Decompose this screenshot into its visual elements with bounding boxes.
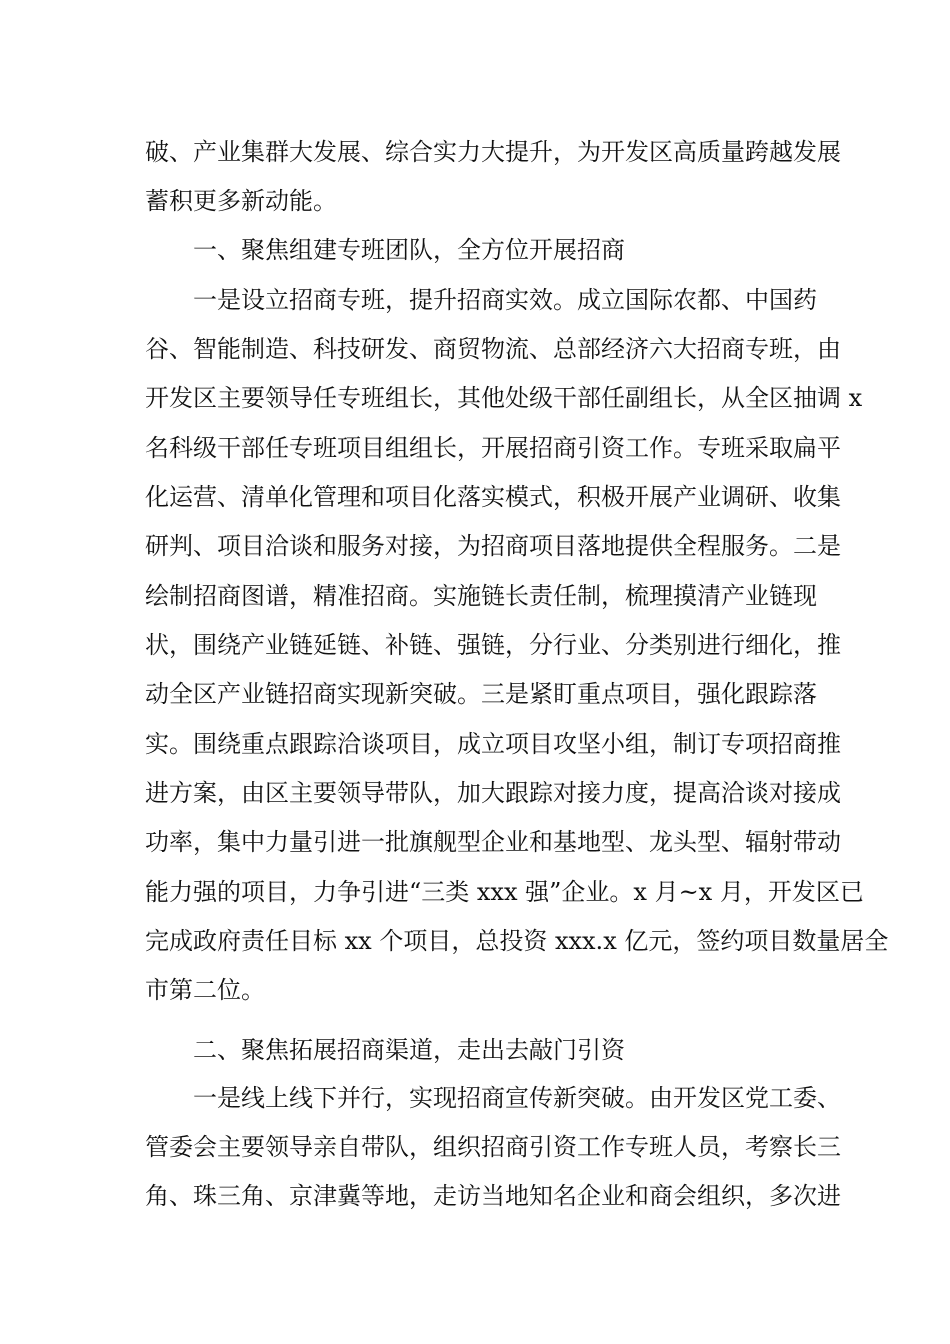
body-text-line: 研判、项目洽谈和服务对接，为招商项目落地提供全程服务。二是	[145, 532, 841, 560]
body-text-line: 实。围绕重点跟踪洽谈项目，成立项目攻坚小组，制订专项招商推	[145, 730, 841, 758]
body-text-line: 动全区产业链招商实现新突破。三是紧盯重点项目，强化跟踪落	[145, 680, 817, 708]
body-text-line: 蓄积更多新动能。	[145, 187, 337, 215]
body-text-line: 开发区主要领导任专班组长，其他处级干部任副组长，从全区抽调 x	[145, 384, 863, 412]
body-text-line: 谷、智能制造、科技研发、商贸物流、总部经济六大招商专班，由	[145, 335, 841, 363]
body-text-line: 市第二位。	[145, 976, 265, 1004]
body-text-line: 管委会主要领导亲自带队，组织招商引资工作专班人员，考察长三	[145, 1133, 841, 1161]
body-text-line: 化运营、清单化管理和项目化落实模式，积极开展产业调研、收集	[145, 483, 841, 511]
body-text-line: 进方案，由区主要领导带队，加大跟踪对接力度，提高洽谈对接成	[145, 779, 841, 807]
body-text-line: 绘制招商图谱，精准招商。实施链长责任制，梳理摸清产业链现	[145, 582, 817, 610]
body-text-line: 完成政府责任目标 xx 个项目，总投资 xxx.x 亿元，签约项目数量居全	[145, 927, 889, 955]
section-heading-1: 一、聚焦组建专班团队，全方位开展招商	[193, 236, 625, 264]
body-text-line: 功率，集中力量引进一批旗舰型企业和基地型、龙头型、辐射带动	[145, 828, 841, 856]
body-text-line: 破、产业集群大发展、综合实力大提升，为开发区高质量跨越发展	[145, 138, 841, 166]
body-text-line: 一是线上线下并行，实现招商宣传新突破。由开发区党工委、	[193, 1084, 841, 1112]
body-text-line: 状，围绕产业链延链、补链、强链，分行业、分类别进行细化，推	[145, 631, 841, 659]
body-text-line: 一是设立招商专班，提升招商实效。成立国际农都、中国药	[193, 286, 817, 314]
body-text-line: 能力强的项目，力争引进“三类 xxx 强”企业。x 月~x 月，开发区已	[145, 878, 864, 906]
body-text-line: 名科级干部任专班项目组组长，开展招商引资工作。专班采取扁平	[145, 434, 841, 462]
body-text-line: 角、珠三角、京津冀等地，走访当地知名企业和商会组织，多次进	[145, 1182, 841, 1210]
section-heading-2: 二、聚焦拓展招商渠道，走出去敲门引资	[193, 1036, 625, 1064]
